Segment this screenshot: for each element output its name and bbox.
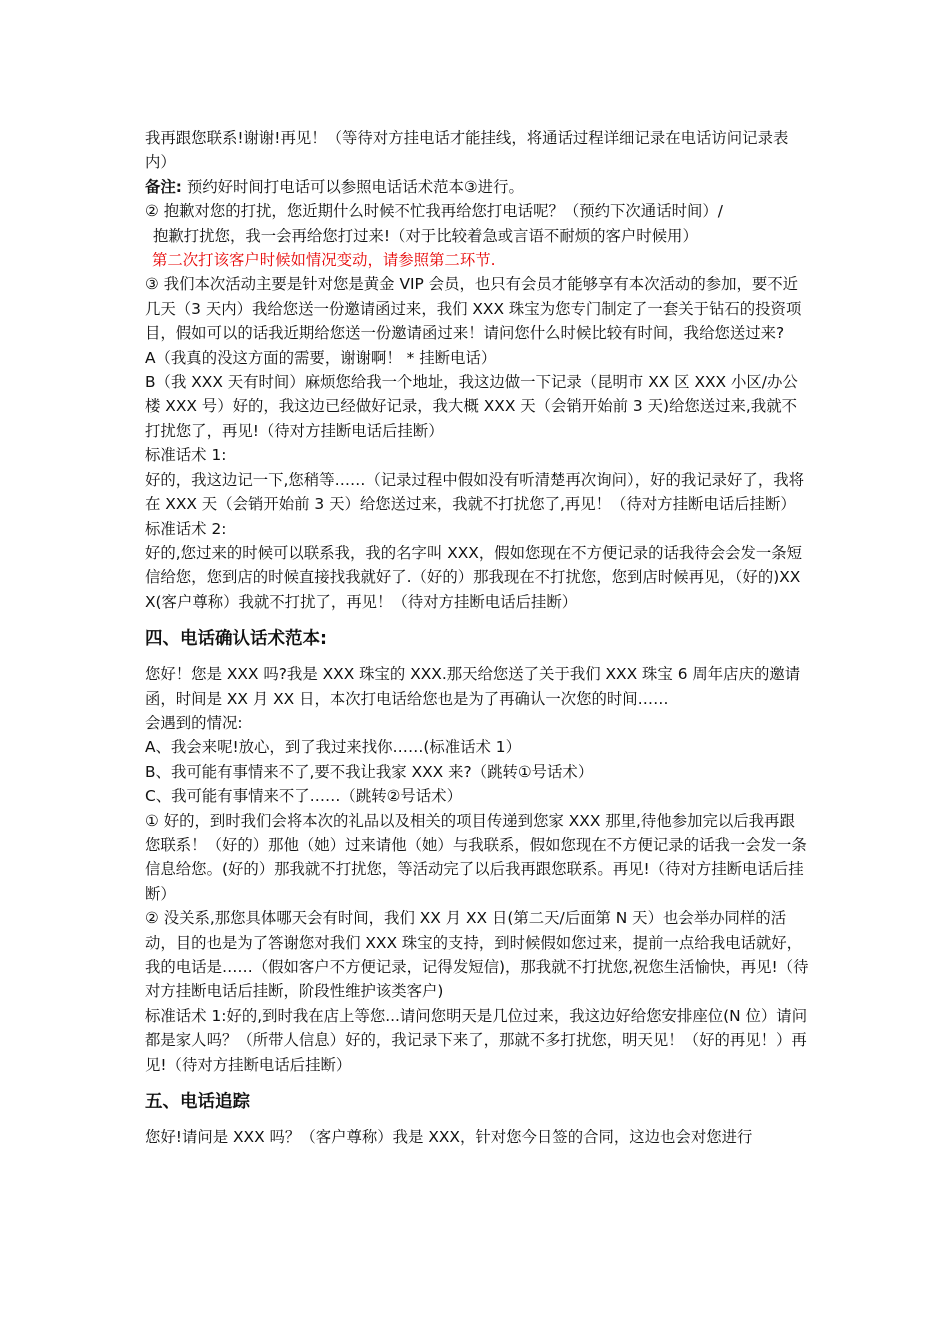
- option-b: B（我 XXX 天有时间）麻烦您给我一个地址，我这边做一下记录（昆明市 XX 区 XXX 小区/办公楼 XXX 号）好的，我这边已经做好记录，我大概 XXX 天（会销开始前 3 天)给您送过来,我就不打扰您了，再见!（待对方挂断电话后挂断）: [145, 373, 798, 440]
- section-heading: 五、电话追踪: [145, 1092, 250, 1113]
- paragraph: 您好！您是 XXX 吗?我是 XXX 珠宝的 XXX.那天给您送了关于我们 XXX 珠宝 6 周年店庆的邀请函，时间是 XX 月 XX 日，本次打电话给您也是为了再确认一次您的时间……: [145, 665, 801, 708]
- document-body: [145, 126, 810, 1149]
- standard-script-1: 标准话术 1:好的,到时我在店上等您...请问您明天是几位过来，我这边好给您安排座位(N 位）请问都是家人吗？（所带人信息）好的，我记录下来了，那就不多打扰您，明天见！（好的再见！）再见!（待对方挂断电话后挂断）: [145, 1006, 808, 1074]
- paragraph: 我再跟您联系!谢谢!再见！（等待对方挂电话才能挂线，将通话过程详细记录在电话访问记录表内）: [145, 129, 789, 172]
- option-a: A（我真的没这方面的需要，谢谢啊！ * 挂断电话）: [145, 348, 497, 367]
- standard-script-1-label: 标准话术 1:: [145, 446, 227, 465]
- response-2: ② 没关系,那您具体哪天会有时间，我们 XX 月 XX 日(第二天/后面第 N 天）也会举办同样的活动，目的也是为了答谢您对我们 XXX 珠宝的支持，到时候假如您过来，提前一点给我电话就好，我的电话是……（假如客户不方便记录，记得发短信)，那我就不打扰您,祝您生活愉快，再见!（待对方挂断电话后挂断，阶段性维护该类客户): [145, 909, 809, 1001]
- paragraph: 会遇到的情况:: [145, 713, 243, 732]
- note-text: 预约好时间打电话可以参照电话话术范本③进行。: [186, 177, 524, 196]
- option-b: B、我可能有事情来不了,要不我让我家 XXX 来?（跳转①号话术）: [145, 762, 594, 781]
- standard-script-2-label: 标准话术 2:: [145, 519, 227, 538]
- standard-script-2-text: 好的,您过来的时候可以联系我，我的名字叫 XXX，假如您现在不方便记录的话我待会会发一条短信给您，您到店的时候直接找我就好了.（好的）那我现在不打扰您，您到店时候再见，（好的)XXX(客户尊称）我就不打扰了，再见！（待对方挂断电话后挂断）: [145, 543, 803, 611]
- standard-script-1-text: 好的，我这边记一下,您稍等……（记录过程中假如没有听清楚再次询问），好的我记录好了，我将在 XXX 天（会销开始前 3 天）给您送过来，我就不打扰您了,再见！（待对方挂断电话后挂断）: [145, 470, 804, 514]
- paragraph: ③ 我们本次活动主要是针对您是黄金 VIP 会员，也只有会员才能够享有本次活动的参加，要不近几天（3 天内）我给您送一份邀请函过来，我们 XXX 珠宝为您专门制定了一套关于钻石的投资项目，假如可以的话我近期给您送一份邀请函过来！请问您什么时候比较有时间，我给您送过来?: [145, 275, 802, 343]
- red-notice: 第二次打该客户时候如情况变动，请参照第二环节.: [152, 251, 496, 270]
- paragraph: 抱歉打扰您，我一会再给您打过来!（对于比较着急或言语不耐烦的客户时候用）: [153, 226, 698, 245]
- note-label: 备注:: [145, 177, 182, 196]
- section-heading: 四、电话确认话术范本:: [145, 629, 327, 650]
- paragraph: ② 抱歉对您的打扰，您近期什么时候不忙我再给您打电话呢？（预约下次通话时间）/: [145, 202, 723, 221]
- option-c: C、我可能有事情来不了……（跳转②号话术）: [145, 787, 462, 806]
- option-a: A、我会来呢!放心，到了我过来找你……(标准话术 1）: [145, 738, 521, 757]
- paragraph: 您好!请问是 XXX 吗？（客户尊称）我是 XXX，针对您今日签的合同，这边也会对您进行: [145, 1128, 753, 1147]
- note-paragraph: [145, 175, 810, 199]
- response-1: ① 好的，到时我们会将本次的礼品以及相关的项目传递到您家 XXX 那里,待他参加完以后我再跟您联系！（好的）那他（她）过来请他（她）与我联系，假如您现在不方便记录的话我一会发一条信息给您。(好的）那我就不打扰您，等活动完了以后我再跟您联系。再见!（待对方挂断电话后挂断）: [145, 811, 807, 903]
